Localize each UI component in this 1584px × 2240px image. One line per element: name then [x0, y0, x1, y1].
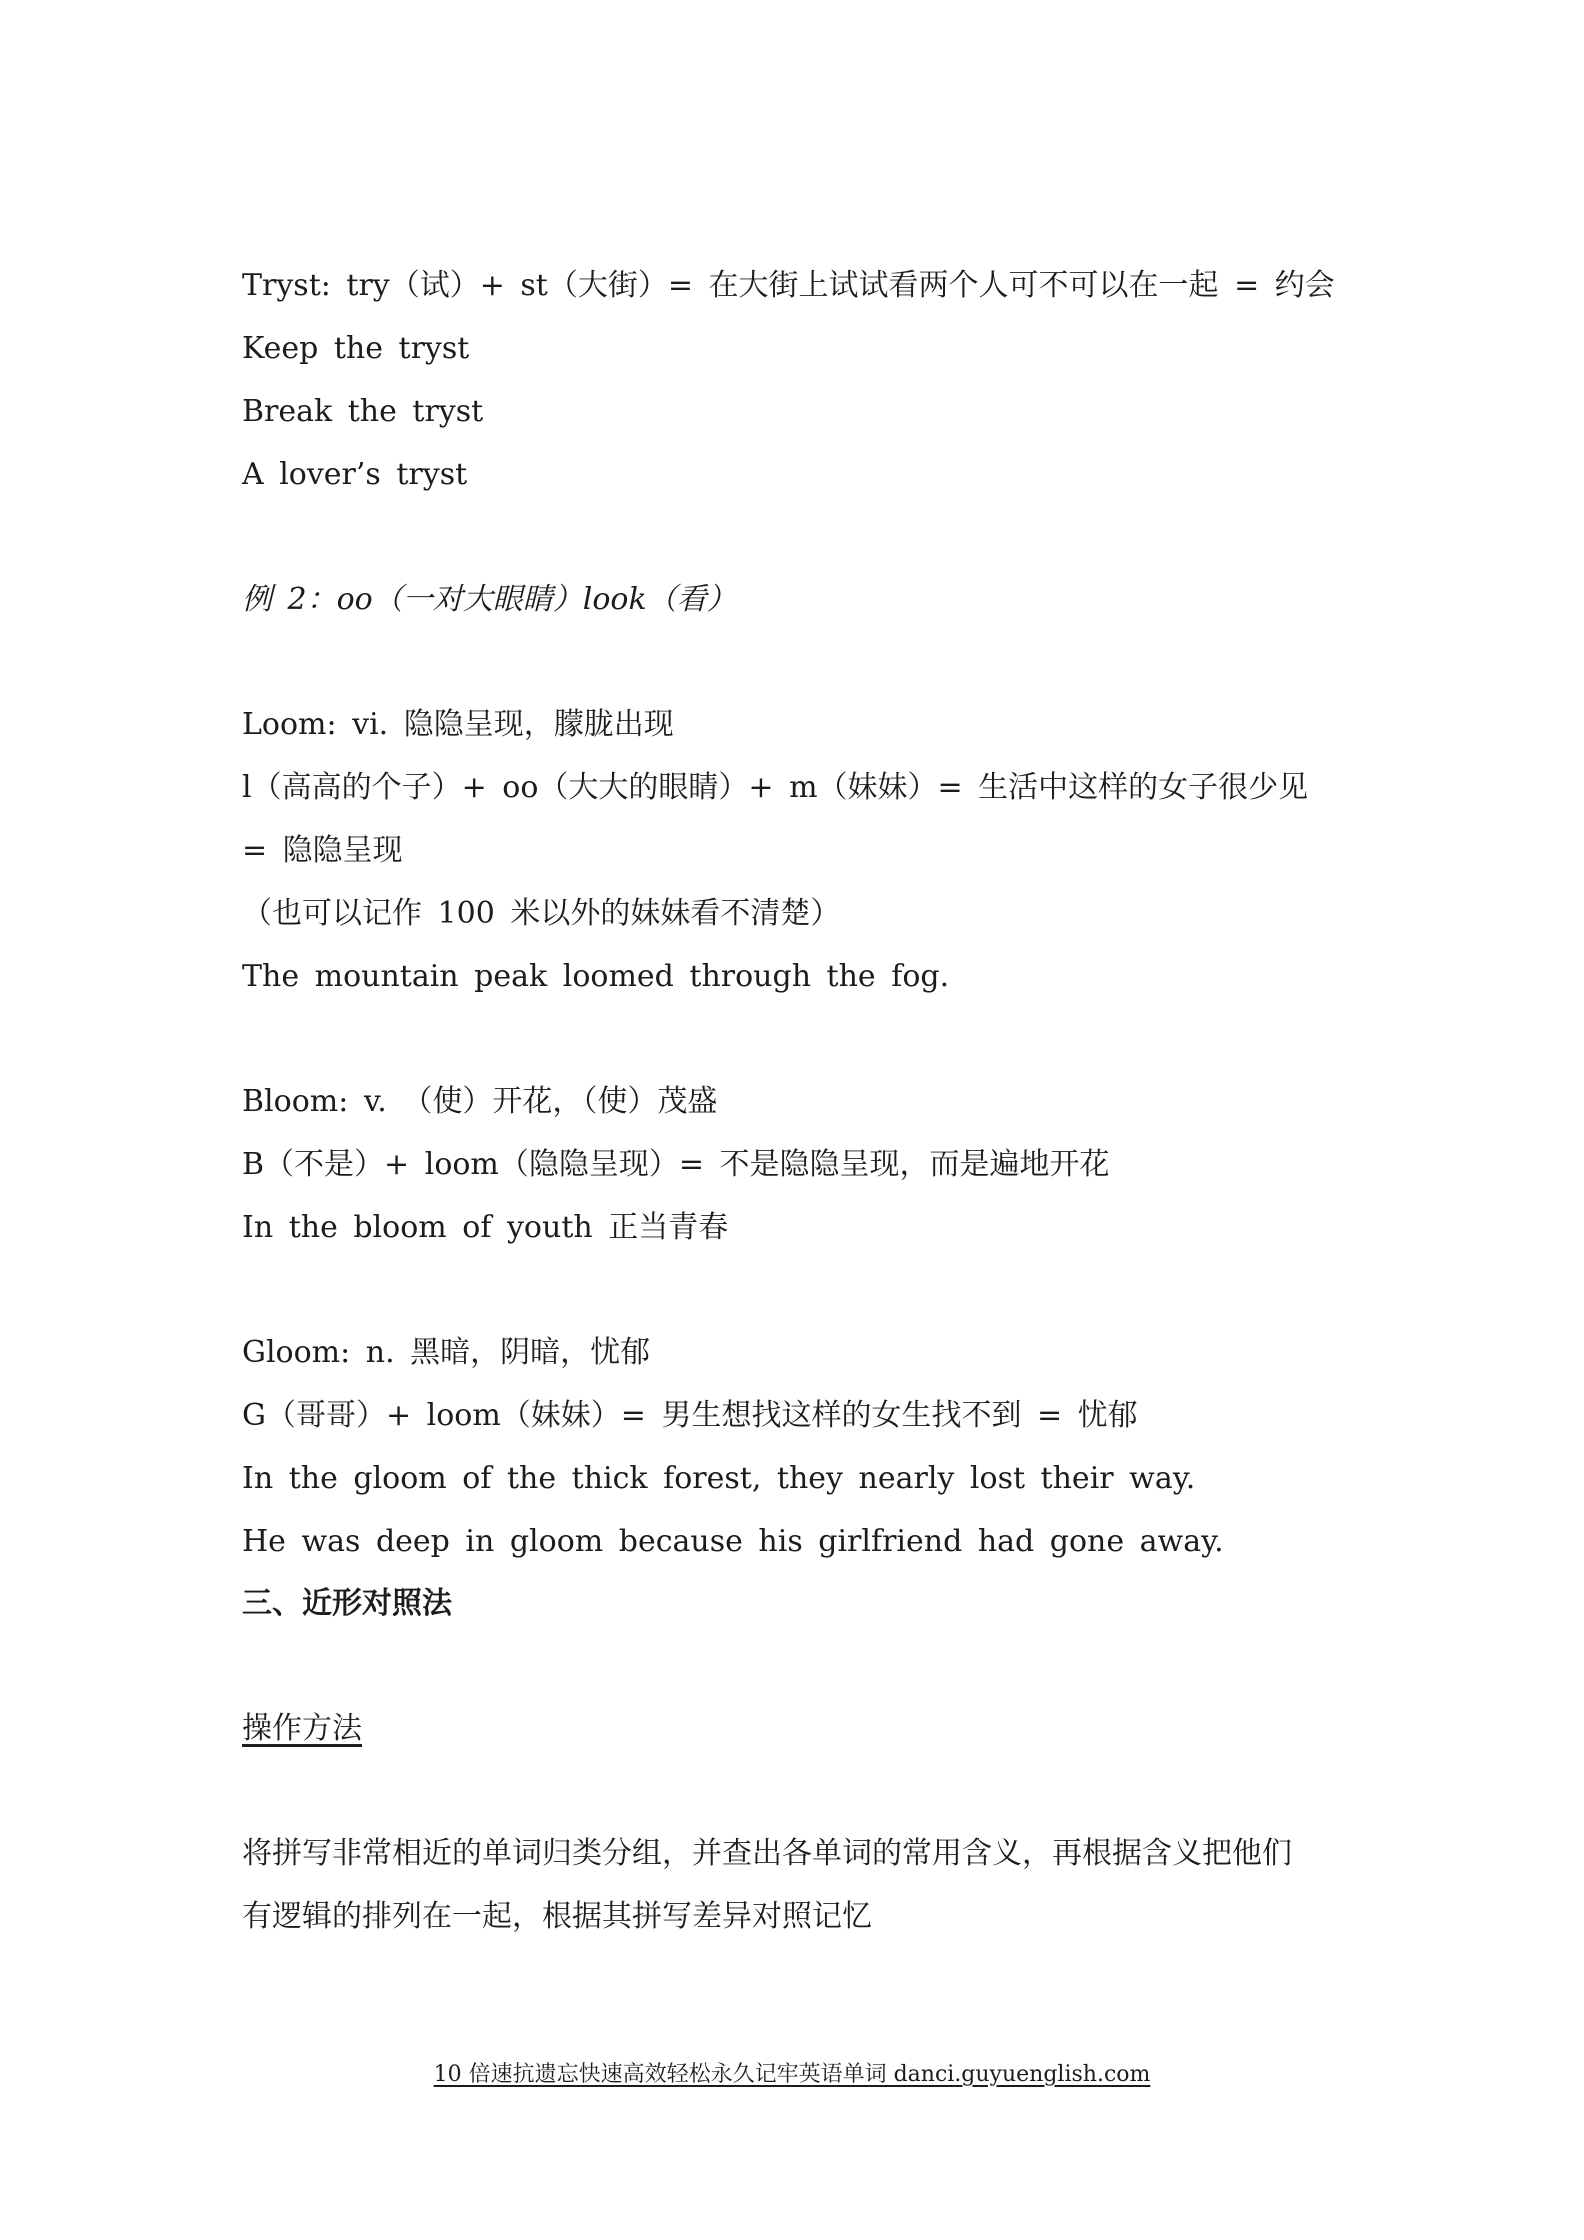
loom-mnemonic-result: = 隐隐呈现 — [242, 833, 403, 868]
gloom-example-sentence-2: He was deep in gloom because his girlfriend had gone away. — [242, 1524, 1224, 1559]
method-description-line-2: 有逻辑的排列在一起，根据其拼写差异对照记忆 — [242, 1899, 872, 1934]
section-heading: 三、近形对照法 — [242, 1586, 452, 1621]
tryst-definition: Tryst: try（试）+ st（大街）= 在大街上试试看两个人可不可以在一起 = 约会 — [242, 268, 1335, 303]
page-footer-link[interactable]: 10 倍速抗遗忘快速高效轻松永久记牢英语单词 danci.guyuenglish.com — [433, 2062, 1151, 2087]
method-subheading: 操作方法 — [242, 1711, 362, 1746]
loom-example-sentence: The mountain peak loomed through the fog. — [242, 959, 950, 994]
bloom-example-phrase: In the bloom of youth 正当青春 — [242, 1210, 729, 1245]
tryst-phrase-keep: Keep the tryst — [242, 331, 470, 366]
loom-alternative-note: （也可以记作 100 米以外的妹妹看不清楚） — [242, 896, 841, 931]
method-description-line-1: 将拼写非常相近的单词归类分组，并查出各单词的常用含义，再根据含义把他们 — [242, 1836, 1292, 1871]
bloom-definition: Bloom: v. （使）开花，（使）茂盛 — [242, 1084, 718, 1119]
tryst-phrase-lover: A lover’s tryst — [242, 457, 468, 492]
loom-definition: Loom: vi. 隐隐呈现，朦胧出现 — [242, 707, 674, 742]
gloom-mnemonic: G（哥哥）+ loom（妹妹）= 男生想找这样的女生找不到 = 忧郁 — [242, 1398, 1138, 1433]
example-2-heading: 例 2：oo（一对大眼睛）look（看） — [242, 582, 737, 617]
gloom-definition: Gloom: n. 黑暗，阴暗，忧郁 — [242, 1335, 651, 1370]
loom-mnemonic: l（高高的个子）+ oo（大大的眼睛）+ m（妹妹）= 生活中这样的女子很少见 — [242, 770, 1309, 805]
bloom-mnemonic: B（不是）+ loom（隐隐呈现）= 不是隐隐呈现，而是遍地开花 — [242, 1147, 1110, 1182]
tryst-phrase-break: Break the tryst — [242, 394, 484, 429]
gloom-example-sentence-1: In the gloom of the thick forest, they nearly lost their way. — [242, 1461, 1196, 1496]
